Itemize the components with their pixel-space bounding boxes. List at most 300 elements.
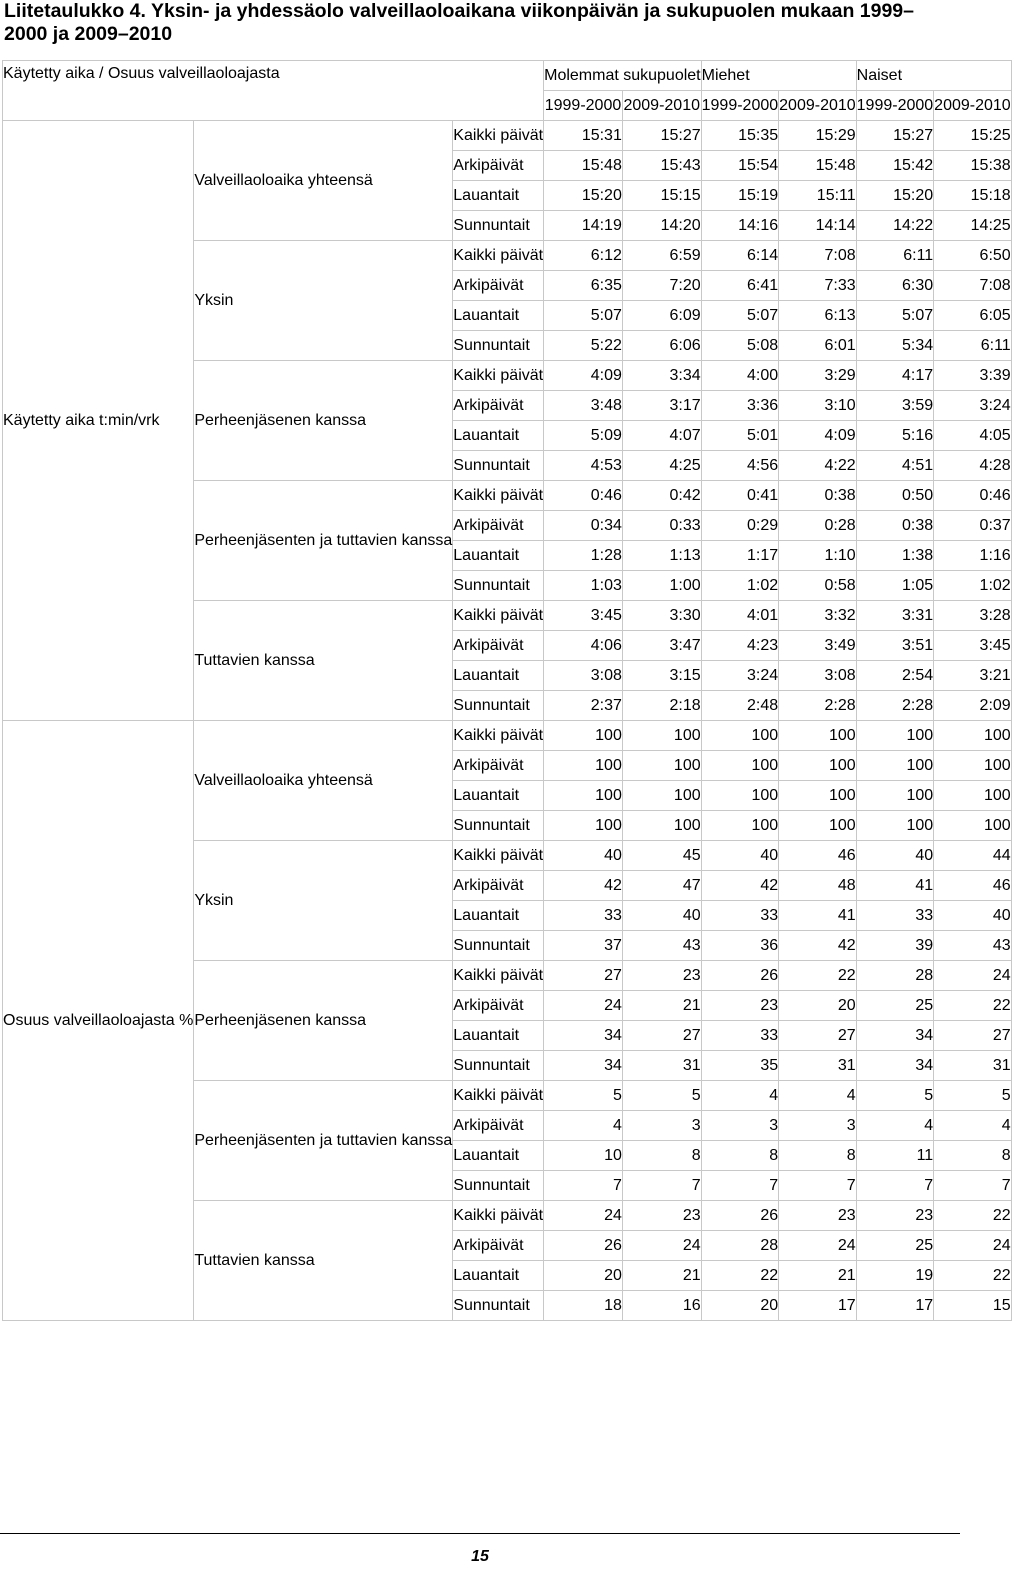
value-cell: 100 — [779, 781, 857, 811]
value-cell: 15 — [934, 1291, 1012, 1321]
value-cell: 7 — [544, 1171, 623, 1201]
day-label: Arkipäivät — [453, 991, 544, 1021]
value-cell: 23 — [779, 1201, 857, 1231]
group-label: Perheenjäsenten ja tuttavien kanssa — [194, 1081, 453, 1201]
value-cell: 41 — [856, 871, 934, 901]
value-cell: 23 — [622, 1201, 701, 1231]
value-cell: 5:34 — [856, 331, 934, 361]
day-label: Sunnuntait — [453, 331, 544, 361]
value-cell: 15:20 — [856, 181, 934, 211]
value-cell: 100 — [934, 811, 1012, 841]
corner-header: Käytetty aika / Osuus valveillaoloajasta — [3, 61, 544, 121]
value-cell: 15:43 — [622, 151, 701, 181]
value-cell: 3:10 — [779, 391, 857, 421]
value-cell: 10 — [544, 1141, 623, 1171]
value-cell: 3:28 — [934, 601, 1012, 631]
section-label: Osuus valveillaoloajasta % — [3, 721, 194, 1321]
value-cell: 3:08 — [779, 661, 857, 691]
value-cell: 3:34 — [622, 361, 701, 391]
day-label: Kaikki päivät — [453, 601, 544, 631]
value-cell: 24 — [934, 961, 1012, 991]
value-cell: 0:33 — [622, 511, 701, 541]
value-cell: 28 — [856, 961, 934, 991]
day-label: Arkipäivät — [453, 1231, 544, 1261]
value-cell: 3:49 — [779, 631, 857, 661]
value-cell: 40 — [622, 901, 701, 931]
value-cell: 40 — [934, 901, 1012, 931]
day-label: Lauantait — [453, 301, 544, 331]
group-header-men: Miehet — [701, 61, 856, 91]
group-label: Tuttavien kanssa — [194, 1201, 453, 1321]
value-cell: 16 — [622, 1291, 701, 1321]
value-cell: 7:20 — [622, 271, 701, 301]
value-cell: 7:08 — [779, 241, 857, 271]
value-cell: 23 — [701, 991, 779, 1021]
value-cell: 24 — [779, 1231, 857, 1261]
day-label: Arkipäivät — [453, 631, 544, 661]
day-label: Arkipäivät — [453, 751, 544, 781]
day-label: Sunnuntait — [453, 1171, 544, 1201]
value-cell: 4 — [544, 1111, 623, 1141]
value-cell: 100 — [856, 781, 934, 811]
value-cell: 100 — [622, 811, 701, 841]
value-cell: 31 — [622, 1051, 701, 1081]
value-cell: 3:31 — [856, 601, 934, 631]
value-cell: 34 — [544, 1021, 623, 1051]
value-cell: 6:11 — [934, 331, 1012, 361]
day-label: Lauantait — [453, 1261, 544, 1291]
value-cell: 48 — [779, 871, 857, 901]
value-cell: 3:08 — [544, 661, 623, 691]
day-label: Lauantait — [453, 661, 544, 691]
value-cell: 0:29 — [701, 511, 779, 541]
value-cell: 15:27 — [856, 121, 934, 151]
value-cell: 3:30 — [622, 601, 701, 631]
value-cell: 43 — [934, 931, 1012, 961]
value-cell: 42 — [544, 871, 623, 901]
value-cell: 3:15 — [622, 661, 701, 691]
value-cell: 15:20 — [544, 181, 623, 211]
value-cell: 7 — [701, 1171, 779, 1201]
value-cell: 3 — [779, 1111, 857, 1141]
day-label: Kaikki päivät — [453, 121, 544, 151]
value-cell: 22 — [701, 1261, 779, 1291]
value-cell: 5:01 — [701, 421, 779, 451]
day-label: Sunnuntait — [453, 691, 544, 721]
value-cell: 100 — [701, 781, 779, 811]
group-label: Yksin — [194, 841, 453, 961]
value-cell: 3:24 — [934, 391, 1012, 421]
value-cell: 17 — [856, 1291, 934, 1321]
value-cell: 42 — [701, 871, 779, 901]
value-cell: 3:32 — [779, 601, 857, 631]
value-cell: 23 — [622, 961, 701, 991]
day-label: Arkipäivät — [453, 1111, 544, 1141]
value-cell: 26 — [701, 961, 779, 991]
value-cell: 6:59 — [622, 241, 701, 271]
value-cell: 100 — [856, 721, 934, 751]
value-cell: 35 — [701, 1051, 779, 1081]
group-label: Valveillaoloaika yhteensä — [194, 721, 453, 841]
value-cell: 15:25 — [934, 121, 1012, 151]
value-cell: 6:14 — [701, 241, 779, 271]
value-cell: 100 — [544, 721, 623, 751]
value-cell: 24 — [934, 1231, 1012, 1261]
group-label: Perheenjäsenen kanssa — [194, 361, 453, 481]
day-label: Kaikki päivät — [453, 841, 544, 871]
value-cell: 3:39 — [934, 361, 1012, 391]
day-label: Arkipäivät — [453, 391, 544, 421]
group-label: Yksin — [194, 241, 453, 361]
year-header: 2009-2010 — [622, 91, 701, 121]
day-label: Lauantait — [453, 901, 544, 931]
value-cell: 44 — [934, 841, 1012, 871]
value-cell: 14:19 — [544, 211, 623, 241]
value-cell: 14:25 — [934, 211, 1012, 241]
value-cell: 0:28 — [779, 511, 857, 541]
value-cell: 3:45 — [934, 631, 1012, 661]
value-cell: 34 — [856, 1021, 934, 1051]
value-cell: 100 — [856, 811, 934, 841]
day-label: Kaikki päivät — [453, 1081, 544, 1111]
group-label: Valveillaoloaika yhteensä — [194, 121, 453, 241]
value-cell: 100 — [622, 751, 701, 781]
value-cell: 27 — [544, 961, 623, 991]
value-cell: 3:17 — [622, 391, 701, 421]
value-cell: 7:33 — [779, 271, 857, 301]
value-cell: 15:42 — [856, 151, 934, 181]
value-cell: 0:50 — [856, 481, 934, 511]
value-cell: 45 — [622, 841, 701, 871]
value-cell: 19 — [856, 1261, 934, 1291]
value-cell: 5:09 — [544, 421, 623, 451]
value-cell: 4:09 — [779, 421, 857, 451]
value-cell: 40 — [544, 841, 623, 871]
year-header: 1999-2000 — [856, 91, 934, 121]
value-cell: 5:07 — [701, 301, 779, 331]
day-label: Sunnuntait — [453, 1051, 544, 1081]
value-cell: 5 — [934, 1081, 1012, 1111]
value-cell: 100 — [934, 751, 1012, 781]
value-cell: 1:13 — [622, 541, 701, 571]
day-label: Sunnuntait — [453, 571, 544, 601]
value-cell: 1:10 — [779, 541, 857, 571]
value-cell: 8 — [934, 1141, 1012, 1171]
value-cell: 27 — [779, 1021, 857, 1051]
value-cell: 1:05 — [856, 571, 934, 601]
value-cell: 6:12 — [544, 241, 623, 271]
value-cell: 11 — [856, 1141, 934, 1171]
value-cell: 15:38 — [934, 151, 1012, 181]
footer-divider — [0, 1533, 960, 1534]
day-label: Sunnuntait — [453, 1291, 544, 1321]
value-cell: 42 — [779, 931, 857, 961]
value-cell: 7 — [622, 1171, 701, 1201]
year-header: 1999-2000 — [701, 91, 779, 121]
value-cell: 40 — [856, 841, 934, 871]
table-row — [3, 721, 1012, 751]
day-label: Lauantait — [453, 1021, 544, 1051]
value-cell: 14:16 — [701, 211, 779, 241]
value-cell: 3:59 — [856, 391, 934, 421]
value-cell: 1:00 — [622, 571, 701, 601]
value-cell: 21 — [622, 1261, 701, 1291]
year-header: 1999-2000 — [544, 91, 623, 121]
value-cell: 6:35 — [544, 271, 623, 301]
value-cell: 1:02 — [934, 571, 1012, 601]
value-cell: 4:56 — [701, 451, 779, 481]
day-label: Kaikki päivät — [453, 961, 544, 991]
value-cell: 100 — [779, 721, 857, 751]
value-cell: 4:06 — [544, 631, 623, 661]
value-cell: 33 — [701, 1021, 779, 1051]
day-label: Kaikki päivät — [453, 481, 544, 511]
day-label: Arkipäivät — [453, 871, 544, 901]
group-label: Perheenjäsenen kanssa — [194, 961, 453, 1081]
value-cell: 8 — [701, 1141, 779, 1171]
day-label: Kaikki päivät — [453, 361, 544, 391]
value-cell: 3:48 — [544, 391, 623, 421]
value-cell: 100 — [544, 811, 623, 841]
value-cell: 7:08 — [934, 271, 1012, 301]
value-cell: 33 — [544, 901, 623, 931]
value-cell: 100 — [544, 751, 623, 781]
value-cell: 20 — [779, 991, 857, 1021]
day-label: Lauantait — [453, 181, 544, 211]
value-cell: 7 — [934, 1171, 1012, 1201]
value-cell: 0:46 — [544, 481, 623, 511]
value-cell: 0:34 — [544, 511, 623, 541]
value-cell: 23 — [856, 1201, 934, 1231]
value-cell: 6:05 — [934, 301, 1012, 331]
value-cell: 5 — [544, 1081, 623, 1111]
value-cell: 15:54 — [701, 151, 779, 181]
value-cell: 4 — [701, 1081, 779, 1111]
value-cell: 4 — [856, 1111, 934, 1141]
value-cell: 8 — [779, 1141, 857, 1171]
value-cell: 100 — [544, 781, 623, 811]
year-header: 2009-2010 — [779, 91, 857, 121]
value-cell: 1:28 — [544, 541, 623, 571]
value-cell: 15:27 — [622, 121, 701, 151]
day-label: Sunnuntait — [453, 211, 544, 241]
value-cell: 46 — [779, 841, 857, 871]
value-cell: 3 — [622, 1111, 701, 1141]
day-label: Sunnuntait — [453, 451, 544, 481]
value-cell: 7 — [856, 1171, 934, 1201]
value-cell: 2:54 — [856, 661, 934, 691]
value-cell: 26 — [544, 1231, 623, 1261]
value-cell: 25 — [856, 1231, 934, 1261]
value-cell: 6:06 — [622, 331, 701, 361]
value-cell: 6:11 — [856, 241, 934, 271]
value-cell: 39 — [856, 931, 934, 961]
value-cell: 5:07 — [856, 301, 934, 331]
table-row — [3, 121, 1012, 151]
value-cell: 24 — [622, 1231, 701, 1261]
value-cell: 22 — [779, 961, 857, 991]
value-cell: 15:29 — [779, 121, 857, 151]
data-table — [2, 60, 1012, 1321]
value-cell: 14:20 — [622, 211, 701, 241]
value-cell: 15:11 — [779, 181, 857, 211]
value-cell: 17 — [779, 1291, 857, 1321]
day-label: Arkipäivät — [453, 271, 544, 301]
value-cell: 15:31 — [544, 121, 623, 151]
value-cell: 4 — [934, 1111, 1012, 1141]
value-cell: 2:09 — [934, 691, 1012, 721]
value-cell: 40 — [701, 841, 779, 871]
value-cell: 3:47 — [622, 631, 701, 661]
day-label: Sunnuntait — [453, 811, 544, 841]
value-cell: 15:19 — [701, 181, 779, 211]
value-cell: 15:15 — [622, 181, 701, 211]
value-cell: 0:37 — [934, 511, 1012, 541]
value-cell: 33 — [856, 901, 934, 931]
value-cell: 14:22 — [856, 211, 934, 241]
value-cell: 28 — [701, 1231, 779, 1261]
value-cell: 2:37 — [544, 691, 623, 721]
value-cell: 3 — [701, 1111, 779, 1141]
value-cell: 7 — [779, 1171, 857, 1201]
value-cell: 4:01 — [701, 601, 779, 631]
value-cell: 1:38 — [856, 541, 934, 571]
value-cell: 15:48 — [544, 151, 623, 181]
value-cell: 5:07 — [544, 301, 623, 331]
day-label: Arkipäivät — [453, 511, 544, 541]
value-cell: 4:51 — [856, 451, 934, 481]
day-label: Sunnuntait — [453, 931, 544, 961]
value-cell: 20 — [544, 1261, 623, 1291]
value-cell: 6:13 — [779, 301, 857, 331]
value-cell: 6:01 — [779, 331, 857, 361]
value-cell: 0:42 — [622, 481, 701, 511]
value-cell: 2:48 — [701, 691, 779, 721]
value-cell: 100 — [856, 751, 934, 781]
value-cell: 4:00 — [701, 361, 779, 391]
value-cell: 3:24 — [701, 661, 779, 691]
value-cell: 100 — [701, 811, 779, 841]
value-cell: 100 — [934, 781, 1012, 811]
value-cell: 18 — [544, 1291, 623, 1321]
value-cell: 41 — [779, 901, 857, 931]
value-cell: 4:22 — [779, 451, 857, 481]
value-cell: 5 — [856, 1081, 934, 1111]
value-cell: 5:16 — [856, 421, 934, 451]
value-cell: 100 — [779, 751, 857, 781]
day-label: Lauantait — [453, 421, 544, 451]
group-header-both: Molemmat sukupuolet — [544, 61, 702, 91]
value-cell: 22 — [934, 991, 1012, 1021]
value-cell: 4:23 — [701, 631, 779, 661]
value-cell: 1:02 — [701, 571, 779, 601]
value-cell: 4:25 — [622, 451, 701, 481]
value-cell: 27 — [622, 1021, 701, 1051]
value-cell: 21 — [622, 991, 701, 1021]
value-cell: 24 — [544, 1201, 623, 1231]
group-label: Tuttavien kanssa — [194, 601, 453, 721]
value-cell: 33 — [701, 901, 779, 931]
value-cell: 5 — [622, 1081, 701, 1111]
value-cell: 34 — [544, 1051, 623, 1081]
day-label: Arkipäivät — [453, 151, 544, 181]
value-cell: 36 — [701, 931, 779, 961]
value-cell: 26 — [701, 1201, 779, 1231]
value-cell: 37 — [544, 931, 623, 961]
value-cell: 47 — [622, 871, 701, 901]
value-cell: 0:38 — [856, 511, 934, 541]
value-cell: 3:21 — [934, 661, 1012, 691]
value-cell: 100 — [701, 721, 779, 751]
day-label: Lauantait — [453, 1141, 544, 1171]
value-cell: 34 — [856, 1051, 934, 1081]
value-cell: 6:50 — [934, 241, 1012, 271]
value-cell: 4:53 — [544, 451, 623, 481]
value-cell: 22 — [934, 1201, 1012, 1231]
value-cell: 22 — [934, 1261, 1012, 1291]
value-cell: 1:16 — [934, 541, 1012, 571]
value-cell: 27 — [934, 1021, 1012, 1051]
value-cell: 8 — [622, 1141, 701, 1171]
value-cell: 6:41 — [701, 271, 779, 301]
value-cell: 4:05 — [934, 421, 1012, 451]
value-cell: 24 — [544, 991, 623, 1021]
day-label: Kaikki päivät — [453, 721, 544, 751]
value-cell: 2:28 — [779, 691, 857, 721]
value-cell: 43 — [622, 931, 701, 961]
value-cell: 3:45 — [544, 601, 623, 631]
value-cell: 3:36 — [701, 391, 779, 421]
value-cell: 4:28 — [934, 451, 1012, 481]
value-cell: 0:38 — [779, 481, 857, 511]
value-cell: 2:18 — [622, 691, 701, 721]
value-cell: 100 — [622, 781, 701, 811]
value-cell: 5:08 — [701, 331, 779, 361]
value-cell: 4:07 — [622, 421, 701, 451]
value-cell: 0:58 — [779, 571, 857, 601]
value-cell: 31 — [934, 1051, 1012, 1081]
value-cell: 6:30 — [856, 271, 934, 301]
value-cell: 21 — [779, 1261, 857, 1291]
value-cell: 4:09 — [544, 361, 623, 391]
value-cell: 31 — [779, 1051, 857, 1081]
value-cell: 15:35 — [701, 121, 779, 151]
value-cell: 4:17 — [856, 361, 934, 391]
value-cell: 25 — [856, 991, 934, 1021]
value-cell: 15:18 — [934, 181, 1012, 211]
value-cell: 3:29 — [779, 361, 857, 391]
value-cell: 15:48 — [779, 151, 857, 181]
value-cell: 6:09 — [622, 301, 701, 331]
table-body — [3, 61, 1012, 1321]
year-header: 2009-2010 — [934, 91, 1012, 121]
group-header-women: Naiset — [856, 61, 1011, 91]
value-cell: 0:46 — [934, 481, 1012, 511]
group-label: Perheenjäsenten ja tuttavien kanssa — [194, 481, 453, 601]
value-cell: 5:22 — [544, 331, 623, 361]
page-number: 15 — [471, 1548, 489, 1565]
value-cell: 100 — [779, 811, 857, 841]
header-row-groups — [3, 61, 1012, 91]
value-cell: 100 — [934, 721, 1012, 751]
value-cell: 100 — [701, 751, 779, 781]
day-label: Lauantait — [453, 781, 544, 811]
day-label: Lauantait — [453, 541, 544, 571]
day-label: Kaikki päivät — [453, 241, 544, 271]
value-cell: 46 — [934, 871, 1012, 901]
value-cell: 1:03 — [544, 571, 623, 601]
value-cell: 2:28 — [856, 691, 934, 721]
